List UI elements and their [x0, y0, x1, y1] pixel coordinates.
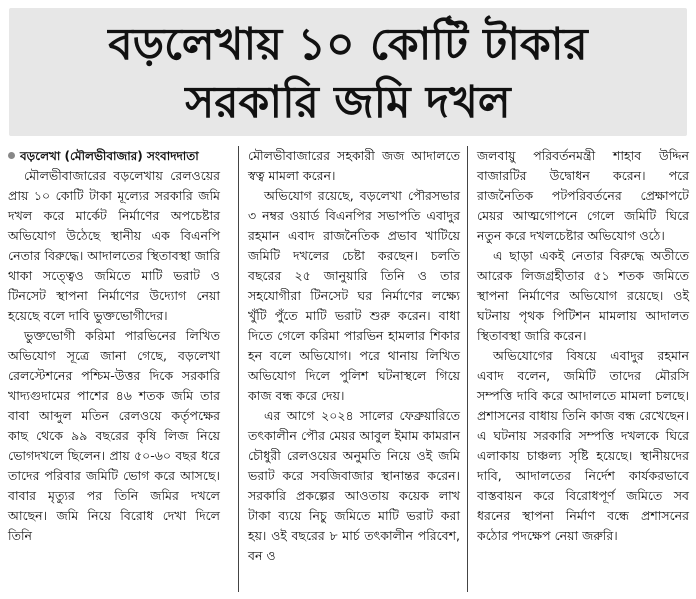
headline-line-1: বড়লেখায় ১০ কোটি টাকার — [108, 19, 588, 70]
article-column-3 — [477, 146, 689, 594]
article-column-1 — [8, 146, 220, 594]
article-column-2 — [248, 146, 460, 594]
byline — [8, 146, 220, 166]
paragraph: অভিযোগের বিষয়ে এবাদুর রহমান এবাদ বলেন, জমিটি তাদের মৌরসি সম্পত্তি দাবি করে আদালতে মামলা চলছে। প্রশাসনের বাধায় তিনি কাজ বন্ধ রেখেছেন। এ ঘটনায় সরকারি সম্পত্তি দখলকে ঘিরে এলাকায় চাঞ্চল্য সৃষ্টি হয়েছে। স্থানীয়দের দাবি, আদালতের নির্দেশ কার্যকরভাবে বাস্তবায়ন করে বিরোধপূর্ণ জমিতে সব ধরনের স্থাপনা নির্মাণ বন্ধে প্রশাসনের কঠোর পদক্ষেপ নেয়া জরুরি। — [477, 348, 689, 543]
paragraph: ভুক্তভোগী করিমা পারভিনের লিখিত অভিযোগ সূত্রে জানা গেছে, বড়লেখা রেলস্টেশনের পশ্চিম-উত্তর দিকে সরকারি খাদ্যগুদামের পাশের ৪৬ শতক জমি তার বাবা আব্দুল মতিন রেলওয়ে কর্তৃপক্ষের কাছ থেকে ৯৯ বছরের কৃষি লিজ নিয়ে ভোগদখলে ছিলেন। প্রায় ৫০-৬০ বছর ধরে তাদের পরিবার জমিটি ভোগ করে আসছে। বাবার মৃত্যুর পর তিনি জমির দখলে আছেন। জমি নিয়ে বিরোধ দেখা দিলে তিনি — [8, 328, 220, 543]
bullet-icon — [8, 152, 15, 159]
paragraph: জলবায়ু পরিবর্তনমন্ত্রী শাহাব উদ্দিন বাজারটির উদ্বোধন করেন। পরে রাজনৈতিক পটপরিবর্তনের প্রেক্ষাপটে মেয়র আত্মগোপনে গেলে জমিটি ঘিরে নতুন করে দখলচেষ্টার অভিযোগ ওঠে। — [477, 148, 689, 243]
paragraph: অভিযোগ রয়েছে, বড়লেখা পৌরসভার ৩ নম্বর ওয়ার্ড বিএনপির সভাপতি এবাদুর রহমান এবাদ রাজনৈতিক প্রভাব খাটিয়ে জমিটি দখলের চেষ্টা করছেন। চলতি বছরের ২৫ জানুয়ারি তিনি ও তার সহযোগীরা টিনসেট ঘর নির্মাণের লক্ষ্যে খুঁটি পুঁতে মাটি ভরাট শুরু করেন। বাধা দিতে গেলে করিমা পারভিন হামলার শিকার হন বলে অভিযোগ। পরে থানায় লিখিত অভিযোগ দিলে পুলিশ ঘটনাস্থলে গিয়ে কাজ বন্ধ করে দেয়। — [248, 188, 460, 403]
paragraph: মৌলভীবাজারের বড়লেখায় রেলওয়ের প্রায় ১০ কোটি টাকা মূল্যের সরকারি জমি দখল করে মার্কেট নির্মাণের অপচেষ্টার অভিযোগ উঠেছে স্থানীয় এক বিএনপি নেতার বিরুদ্ধে। আদালতের স্থিতাবস্থা জারি থাকা সত্ত্বেও জমিতে মাটি ভরাট ও টিনসেট স্থাপনা নির্মাণের উদ্যোগ নেয়া হয়েছে বলে দাবি ভুক্তভোগীদের। — [8, 168, 220, 323]
headline-box — [9, 8, 687, 136]
column-divider — [238, 146, 239, 592]
paragraph: মৌলভীবাজারের সহকারী জজ আদালতে স্বত্ব মামলা করেন। — [248, 148, 460, 183]
column-divider — [467, 146, 468, 592]
paragraph: এর আগে ২০২৪ সালের ফেব্রুয়ারিতে তৎকালীন পৌর মেয়র আবুল ইমাম কামরান চৌধুরী রেলওয়ের অনুমতি নিয়ে ওই জমি ভরাট করে সবজিবাজার স্থানান্তর করেন। সরকারি প্রকল্পের আওতায় কয়েক লাখ টাকা ব্যয়ে নিচু জমিতে মাটি ভরাট করা হয়। ওই বছরের ৮ মার্চ তৎকালীন পরিবেশ, বন ও — [248, 408, 460, 563]
paragraph: এ ছাড়া একই নেতার বিরুদ্ধে অতীতে আরেক লিজগ্রহীতার ৫১ শতক জমিতে স্থাপনা নির্মাণের অভিযোগ রয়েছে। ওই ঘটনায় পৃথক পিটিশন মামলায় আদালত স্থিতাবস্থা জারি করেন। — [477, 248, 689, 343]
headline-line-2: সরকারি জমি দখল — [185, 77, 511, 128]
byline-text: বড়লেখা (মৌলভীবাজার) সংবাদদাতা — [20, 149, 199, 163]
